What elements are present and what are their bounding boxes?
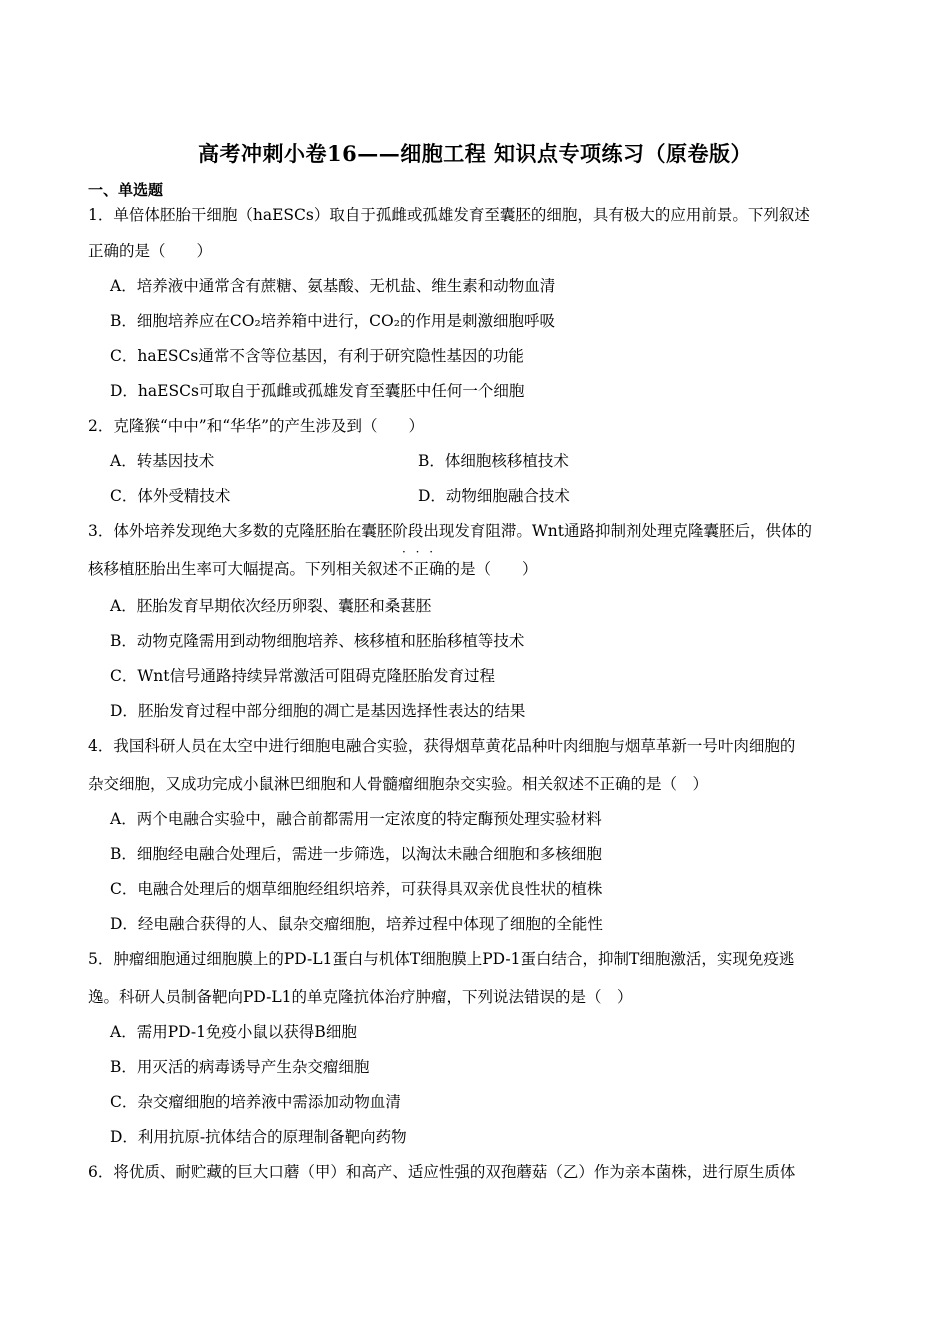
question-2-option-a: A．转基因技术	[110, 452, 215, 470]
question-4-option-c: C．电融合处理后的烟草细胞经组织培养，可获得具双亲优良性状的植株	[110, 880, 603, 898]
question-5-option-c: C．杂交瘤细胞的培养液中需添加动物血清	[110, 1093, 401, 1111]
question-4-option-a: A．两个电融合实验中，融合前都需用一定浓度的特定酶预处理实验材料	[110, 810, 602, 828]
question-5-option-a: A．需用PD-1免疫小鼠以获得B细胞	[110, 1023, 357, 1041]
question-4-option-d: D．经电融合获得的人、鼠杂交瘤细胞，培养过程中体现了细胞的全能性	[110, 915, 603, 933]
question-1-option-b: B．细胞培养应在CO₂培养箱中进行，CO₂的作用是刺激细胞呼吸	[110, 312, 555, 330]
question-3-option-a: A．胚胎发育早期依次经历卵裂、囊胚和桑葚胚	[110, 597, 432, 615]
question-2-option-b: B．体细胞核移植技术	[418, 452, 569, 470]
section-heading: 一、单选题	[88, 181, 164, 199]
question-1-option-d: D．haESCs可取自于孤雌或孤雄发育至囊胚中任何一个细胞	[110, 382, 525, 400]
question-3-line-1: 3．体外培养发现绝大多数的克隆胚胎在囊胚阶段出现发育阻滞。Wnt通路抑制剂处理克隆囊胚后，供体的	[88, 522, 813, 540]
question-3-option-b: B．动物克隆需用到动物细胞培养、核移植和胚胎移植等技术	[110, 632, 525, 650]
question-6-line-1: 6．将优质、耐贮藏的巨大口蘑（甲）和高产、适应性强的双孢蘑菇（乙）作为亲本菌株，进行原生质体	[88, 1163, 796, 1181]
question-1-line-2: 正确的是（ ）	[88, 242, 213, 260]
question-2-option-c: C．体外受精技术	[110, 487, 231, 505]
question-4-line-2: 杂交细胞，又成功完成小鼠淋巴细胞和人骨髓瘤细胞杂交实验。相关叙述不正确的是（ ）	[88, 775, 709, 793]
question-1-option-c: C．haESCs通常不含等位基因，有利于研究隐性基因的功能	[110, 347, 524, 365]
question-1-option-a: A．培养液中通常含有蔗糖、氨基酸、无机盐、维生素和动物血清	[110, 277, 556, 295]
question-3-option-c: C．Wnt信号通路持续异常激活可阻碍克隆胚胎发育过程	[110, 667, 496, 685]
question-5-option-b: B．用灭活的病毒诱导产生杂交瘤细胞	[110, 1058, 370, 1076]
question-3-line-2-text: 核移植胚胎出生率可大幅提高。下列相关叙述	[88, 560, 399, 578]
question-3-option-d: D．胚胎发育过程中部分细胞的凋亡是基因选择性表达的结果	[110, 702, 526, 720]
question-1-line-1: 1．单倍体胚胎干细胞（haESCs）取自于孤雌或孤雄发育至囊胚的细胞，具有极大的应用前景。下列叙述	[88, 206, 810, 224]
question-3-emphasis: 不正确 · · ·	[398, 560, 445, 578]
question-4-option-b: B．细胞经电融合处理后，需进一步筛选，以淘汰未融合细胞和多核细胞	[110, 845, 602, 863]
question-3-line-2-tail: 的是（ ）	[444, 560, 538, 578]
question-4-line-1: 4．我国科研人员在太空中进行细胞电融合实验，获得烟草黄花品种叶肉细胞与烟草革新一号叶肉细胞的	[88, 737, 796, 755]
question-2-option-d: D．动物细胞融合技术	[418, 487, 570, 505]
question-3-line-2	[88, 557, 538, 579]
question-5-line-1: 5．肿瘤细胞通过细胞膜上的PD-L1蛋白与机体T细胞膜上PD-1蛋白结合，抑制T细胞激活，实现免疫逃	[88, 950, 795, 968]
page-title: 高考冲刺小卷16——细胞工程 知识点专项练习（原卷版）	[197, 141, 753, 166]
question-5-option-d: D．利用抗原-抗体结合的原理制备靶向药物	[110, 1128, 407, 1146]
question-5-line-2: 逸。科研人员制备靶向PD-L1的单克隆抗体治疗肿瘤，下列说法错误的是（ ）	[88, 988, 633, 1006]
question-2-line-1: 2．克隆猴“中中”和“华华”的产生涉及到（ ）	[88, 417, 425, 435]
